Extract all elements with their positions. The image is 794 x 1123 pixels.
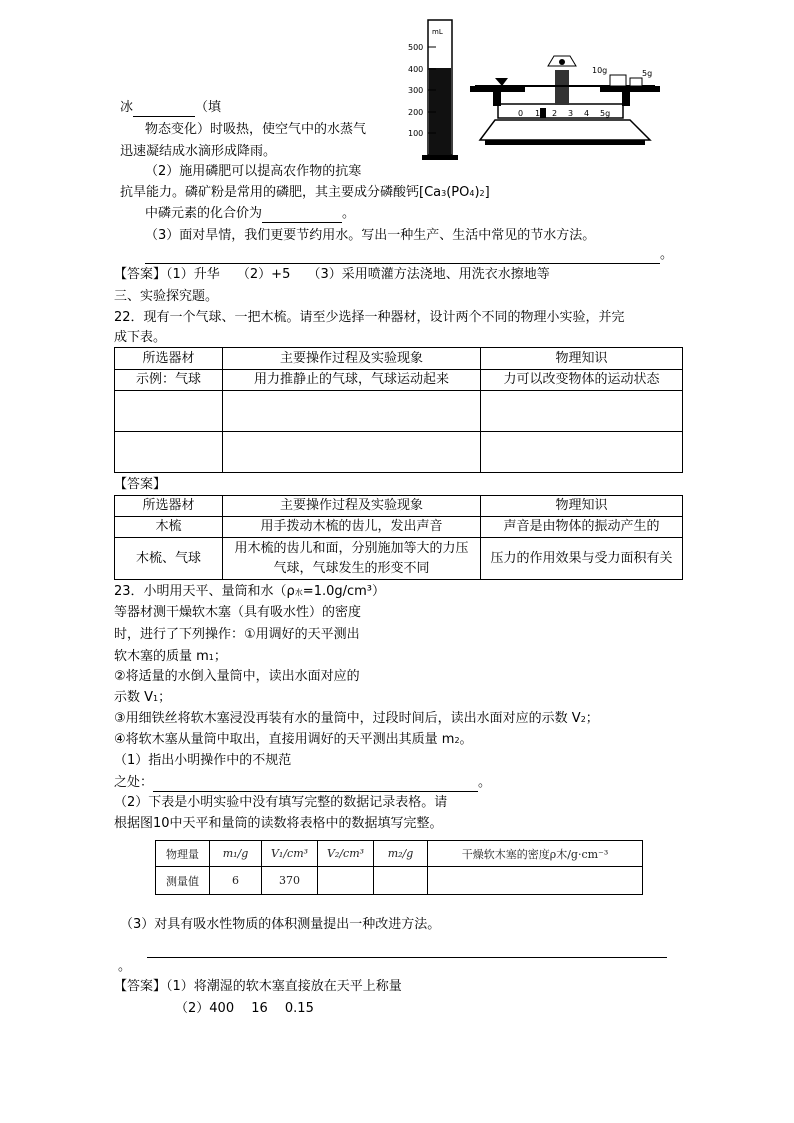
q23-line1-end: =1.0g/cm³） <box>302 584 386 599</box>
sub-4: 4 <box>469 189 475 198</box>
q21-line5-end: ] <box>484 185 490 200</box>
blank-4 <box>153 777 478 792</box>
q23-line4-end: ； <box>213 649 227 664</box>
q21-answer: 【答案】（1）升华 （2）+5 （3）采用喷灌方法浇地、用洗衣水擦地等 <box>114 267 550 282</box>
q21-line1-tail: （填 <box>195 100 222 115</box>
q21-line6 <box>145 205 355 223</box>
blank-3 <box>145 249 660 264</box>
q23-cell-3: 370 <box>262 867 318 895</box>
q23-part1b <box>114 774 491 792</box>
q21-line1 <box>120 99 221 117</box>
cylinder-tick-100: 100 <box>408 129 424 138</box>
q22-blank-cell <box>481 432 683 473</box>
q23-line1 <box>114 583 385 602</box>
q23-header-3: V₁/cm³ <box>262 841 318 867</box>
q23-line8-end: 。 <box>459 732 473 747</box>
q21-line6-end: 。 <box>342 206 356 221</box>
q22-blank-cell <box>115 391 223 432</box>
scale-3: 3 <box>568 109 574 118</box>
cylinder-tick-300: 300 <box>408 86 424 95</box>
q21-line5-mid2: ) <box>474 185 480 200</box>
sub-m1: 1 <box>208 653 214 662</box>
blank-5 <box>147 943 667 958</box>
q23-part1b-end: 。 <box>478 775 492 790</box>
q23-answer2: （2）400 16 0.15 <box>175 1001 314 1016</box>
blank-1 <box>133 102 195 117</box>
q22-example-3: 力可以改变物体的运动状态 <box>481 370 683 391</box>
q22-answer-row2-1: 木梳、气球 <box>115 538 223 580</box>
q23-line6-text: 示数 V <box>114 690 154 705</box>
q22-header-1: 所选器材 <box>115 348 223 370</box>
q22-header-3: 物理知识 <box>481 348 683 370</box>
q21-line2: 物态变化）时吸热，使空气中的水蒸气 <box>145 122 367 137</box>
q22-answer-label: 【答案】 <box>114 477 167 492</box>
q22-answer-row1-3: 声音是由物体的振动产生的 <box>481 517 683 538</box>
q23-cell-6 <box>428 867 643 895</box>
cylinder-tick-200: 200 <box>408 108 424 117</box>
q23-header-4: V₂/cm³ <box>318 841 374 867</box>
q23-data-table <box>155 840 643 895</box>
q23-cell-5 <box>374 867 428 895</box>
q23-cell-2: 6 <box>210 867 262 895</box>
q21-line5-mid: (PO <box>446 185 470 200</box>
q22-answer-header-3: 物理知识 <box>481 496 683 517</box>
q23-part1: （1）指出小明操作中的不规范 <box>114 753 292 768</box>
sub-water: 水 <box>294 588 303 597</box>
q22-answer-row2-2: 用木梳的齿儿和面，分别施加等大的力压气球，气球发生的形变不同 <box>223 538 481 580</box>
q22-answer-row1-1: 木梳 <box>115 517 223 538</box>
q22-line2: 成下表。 <box>114 330 167 345</box>
q22-example-1: 示例：气球 <box>115 370 223 391</box>
q23-header-6: 干燥软木塞的密度ρ木/g·cm⁻³ <box>428 841 643 867</box>
q23-line8-text: ④将软木塞从量筒中取出，直接用调好的天平测出其质量 m <box>114 732 455 747</box>
q21-line8 <box>145 246 673 264</box>
sub-m2: 2 <box>454 736 460 745</box>
q23-line8 <box>114 731 473 750</box>
q22-blank-cell <box>223 391 481 432</box>
q22-table <box>114 347 683 473</box>
scale-2: 2 <box>552 109 558 118</box>
experiment-figure <box>400 0 662 162</box>
scale-0: 0 <box>518 109 524 118</box>
q23-line7-end: ； <box>585 711 599 726</box>
q23-line6 <box>114 689 171 708</box>
q23-part3: （3）对具有吸水性物质的体积测量提出一种改进方法。 <box>120 917 441 932</box>
q22-answer-header-1: 所选器材 <box>115 496 223 517</box>
section-3-title: 三、实验探究题。 <box>114 289 219 304</box>
scale-4: 4 <box>584 109 590 118</box>
q23-header-5: m₂/g <box>374 841 428 867</box>
sub-3: 3 <box>441 189 447 198</box>
cylinder-unit: mL <box>432 28 443 36</box>
q22-answer-table <box>114 495 683 580</box>
q23-part3-blank <box>147 940 667 958</box>
q23-answer1: 【答案】（1）将潮湿的软木塞直接放在天平上称量 <box>114 979 402 994</box>
q23-header-2: m₁/g <box>210 841 262 867</box>
q22-example-2: 用力推静止的气球，气球运动起来 <box>223 370 481 391</box>
q23-line7-text: ③用细铁丝将软木塞浸没再装有水的量筒中，过段时间后，读出水面对应的示数 V <box>114 711 581 726</box>
q23-part3-end: 。 <box>118 959 132 974</box>
cylinder-tick-400: 400 <box>408 65 424 74</box>
q23-line5: ②将适量的水倒入量筒中，读出水面对应的 <box>114 669 360 684</box>
scale-1: 1 <box>535 109 541 118</box>
q23-line4-text: 软木塞的质量 m <box>114 649 209 664</box>
sub-v1: 1 <box>153 694 159 703</box>
q23-line3: 时，进行了下列操作：①用调好的天平测出 <box>114 627 360 642</box>
q22-blank-cell <box>223 432 481 473</box>
q23-line4 <box>114 648 227 667</box>
scale-5g: 5g <box>600 109 611 118</box>
q22-header-2: 主要操作过程及实验现象 <box>223 348 481 370</box>
q23-part2b: 根据图10中天平和量筒的读数将表格中的数据填写完整。 <box>114 816 443 831</box>
q21-line8-end: 。 <box>660 247 674 262</box>
q21-line5 <box>120 184 490 203</box>
q22-answer-row2-3: 压力的作用效果与受力面积有关 <box>481 538 683 580</box>
q21-line7: （3）面对旱情，我们更要节约用水。写出一种生产、生活中常见的节水方法。 <box>145 228 596 243</box>
q22-answer-row1-2: 用手拨动木梳的齿儿，发出声音 <box>223 517 481 538</box>
q23-part2: （2）下表是小明实验中没有填写完整的数据记录表格。请 <box>114 795 448 810</box>
cylinder-tick-500: 500 <box>408 43 424 52</box>
q21-line5-text: 抗旱能力。磷矿粉是常用的磷肥，其主要成分磷酸钙[Ca <box>120 185 442 200</box>
q22-blank-cell <box>115 432 223 473</box>
q23-line7 <box>114 710 599 729</box>
q23-line6-end: ； <box>158 690 172 705</box>
q21-line3: 迅速凝结成水滴形成降雨。 <box>120 144 277 159</box>
q23-cell-1: 测量值 <box>156 867 210 895</box>
weight-5g-label: 5g <box>642 69 653 78</box>
q22-blank-cell <box>481 391 683 432</box>
q21-line1-text: 冰 <box>120 100 134 115</box>
q23-header-1: 物理量 <box>156 841 210 867</box>
blank-2 <box>262 208 342 223</box>
q23-line2: 等器材测干燥软木塞（具有吸水性）的密度 <box>114 605 362 620</box>
balance <box>470 56 660 145</box>
q23-line1-text: 23．小明用天平、量筒和水（ρ <box>114 584 295 599</box>
sub-v2: 2 <box>580 715 586 724</box>
weight-10g-label: 10g <box>592 66 608 75</box>
sub-2: 2 <box>479 189 485 198</box>
q23-cell-4 <box>318 867 374 895</box>
q22-line1: 22．现有一个气球、一把木梳。请至少选择一种器材，设计两个不同的物理小实验，并完 <box>114 310 625 325</box>
q21-line6-text: 中磷元素的化合价为 <box>145 206 263 221</box>
q23-part1b-text: 之处： <box>114 775 154 790</box>
q22-answer-header-2: 主要操作过程及实验现象 <box>223 496 481 517</box>
q21-line4: （2）施用磷肥可以提高农作物的抗寒 <box>145 164 362 179</box>
graduated-cylinder <box>422 20 458 160</box>
